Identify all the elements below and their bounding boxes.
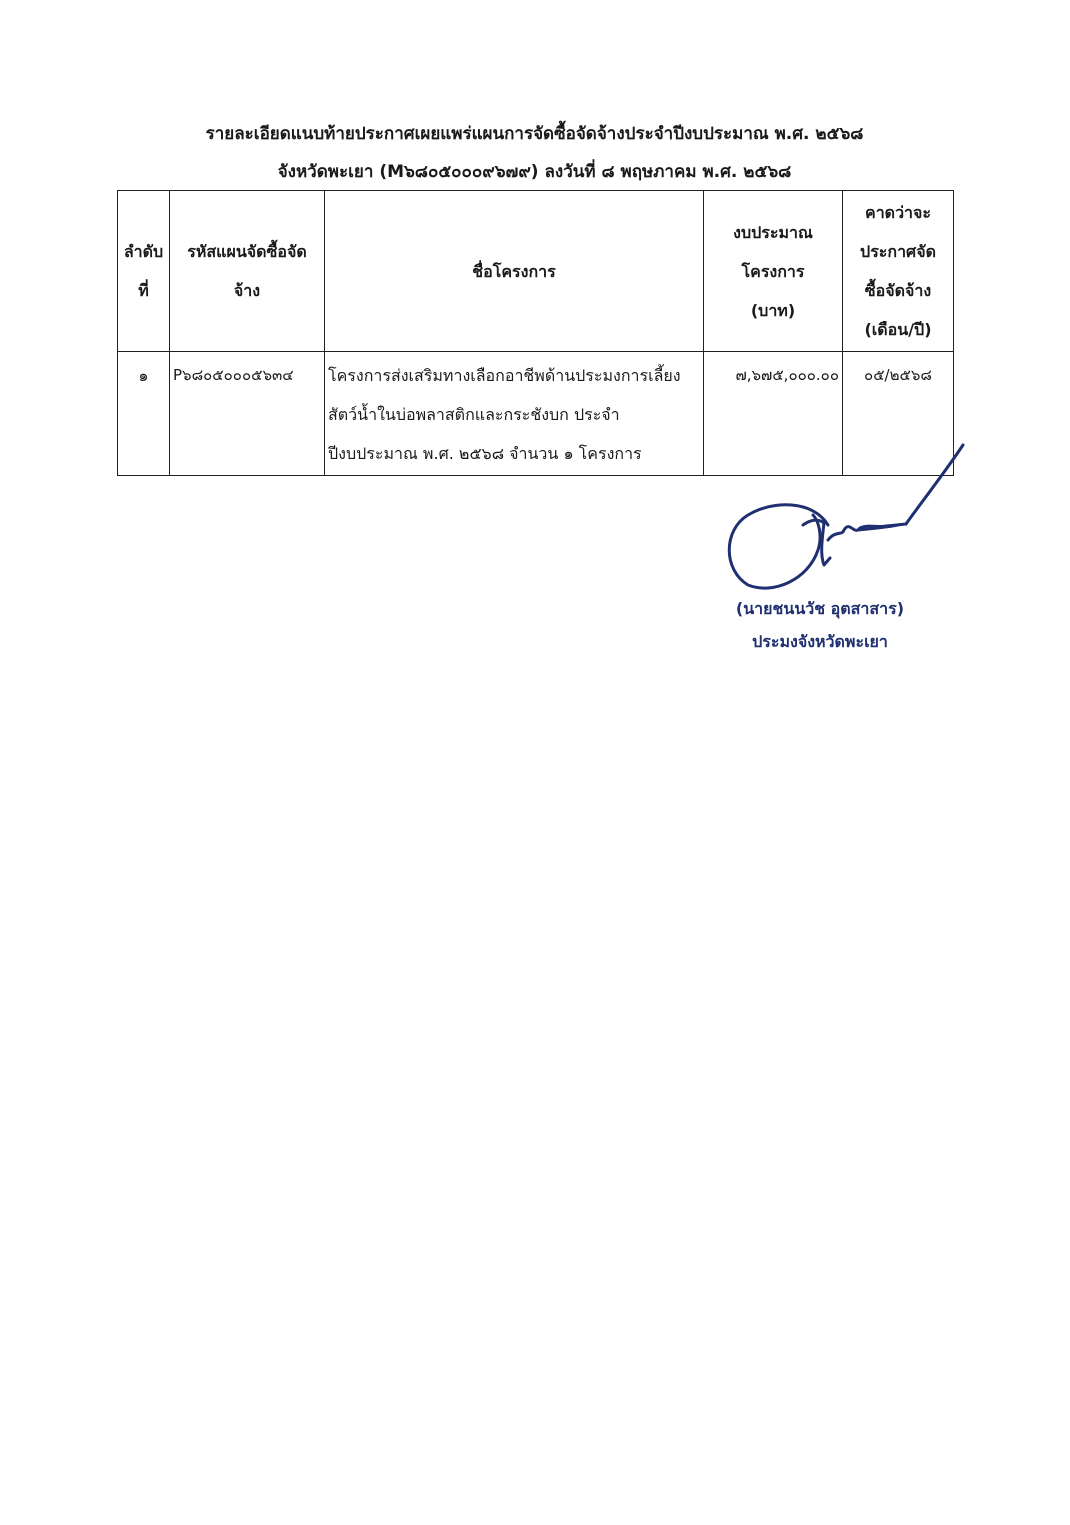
- signatory-name: (นายชนนวัช อุตสาสาร): [735, 599, 905, 618]
- header-expected-month: [843, 191, 954, 352]
- cell-expected-month: ๐๕/๒๕๖๘: [843, 352, 954, 476]
- cell-project-name: [325, 352, 704, 476]
- project-name-line2: สัตว์น้ำในบ่อพลาสติกและกระชังบก ประจำ: [328, 405, 620, 424]
- header-expected-month-line3: ซื้อจัดจ้าง: [864, 281, 932, 300]
- header-expected-month-line2: ประกาศจัด: [860, 242, 936, 261]
- cell-seq: ๑: [118, 352, 170, 476]
- header-expected-month-line1: คาดว่าจะ: [864, 203, 931, 222]
- project-name-line1: โครงการส่งเสริมทางเลือกอาชีพด้านประมงการเลี้ยง: [328, 366, 681, 385]
- header-project-name: [325, 191, 704, 352]
- header-seq-line1: ลำดับ: [123, 242, 164, 261]
- cell-budget: ๗,๖๗๕,๐๐๐.๐๐: [704, 352, 843, 476]
- cell-plan-code: P๖๘๐๕๐๐๐๕๖๓๔: [170, 352, 325, 476]
- document-title-line1: รายละเอียดแนบท้ายประกาศเผยแพร่แผนการจัดซื้อจัดจ้างประจำปีงบประมาณ พ.ศ. ๒๕๖๘: [205, 124, 864, 144]
- header-budget-line3: (บาท): [750, 300, 796, 320]
- project-name-line3: ปีงบประมาณ พ.ศ. ๒๕๖๘ จำนวน ๑ โครงการ: [328, 444, 642, 463]
- header-seq: [118, 191, 170, 352]
- header-seq-line2: ที่: [138, 281, 149, 300]
- header-plan-code-line1: รหัสแผนจัดซื้อจัด: [187, 242, 307, 261]
- table-header-row: [118, 191, 954, 352]
- header-plan-code: [170, 191, 325, 352]
- header-budget-line1: งบประมาณ: [733, 222, 813, 242]
- header-project-name-line1: ชื่อโครงการ: [472, 261, 556, 281]
- header-expected-month-line4: (เดือน/ปี): [864, 320, 932, 339]
- handwritten-signature: [718, 430, 988, 590]
- header-budget-line2: โครงการ: [741, 261, 805, 281]
- header-budget: [704, 191, 843, 352]
- header-plan-code-line2: จ้าง: [233, 281, 261, 300]
- signatory-position: ประมงจังหวัดพะเยา: [752, 632, 888, 651]
- document-title-line2: จังหวัดพะเยา (M๖๘๐๕๐๐๐๙๖๗๙) ลงวันที่ ๘ พฤษภาคม พ.ศ. ๒๕๖๘: [277, 162, 792, 182]
